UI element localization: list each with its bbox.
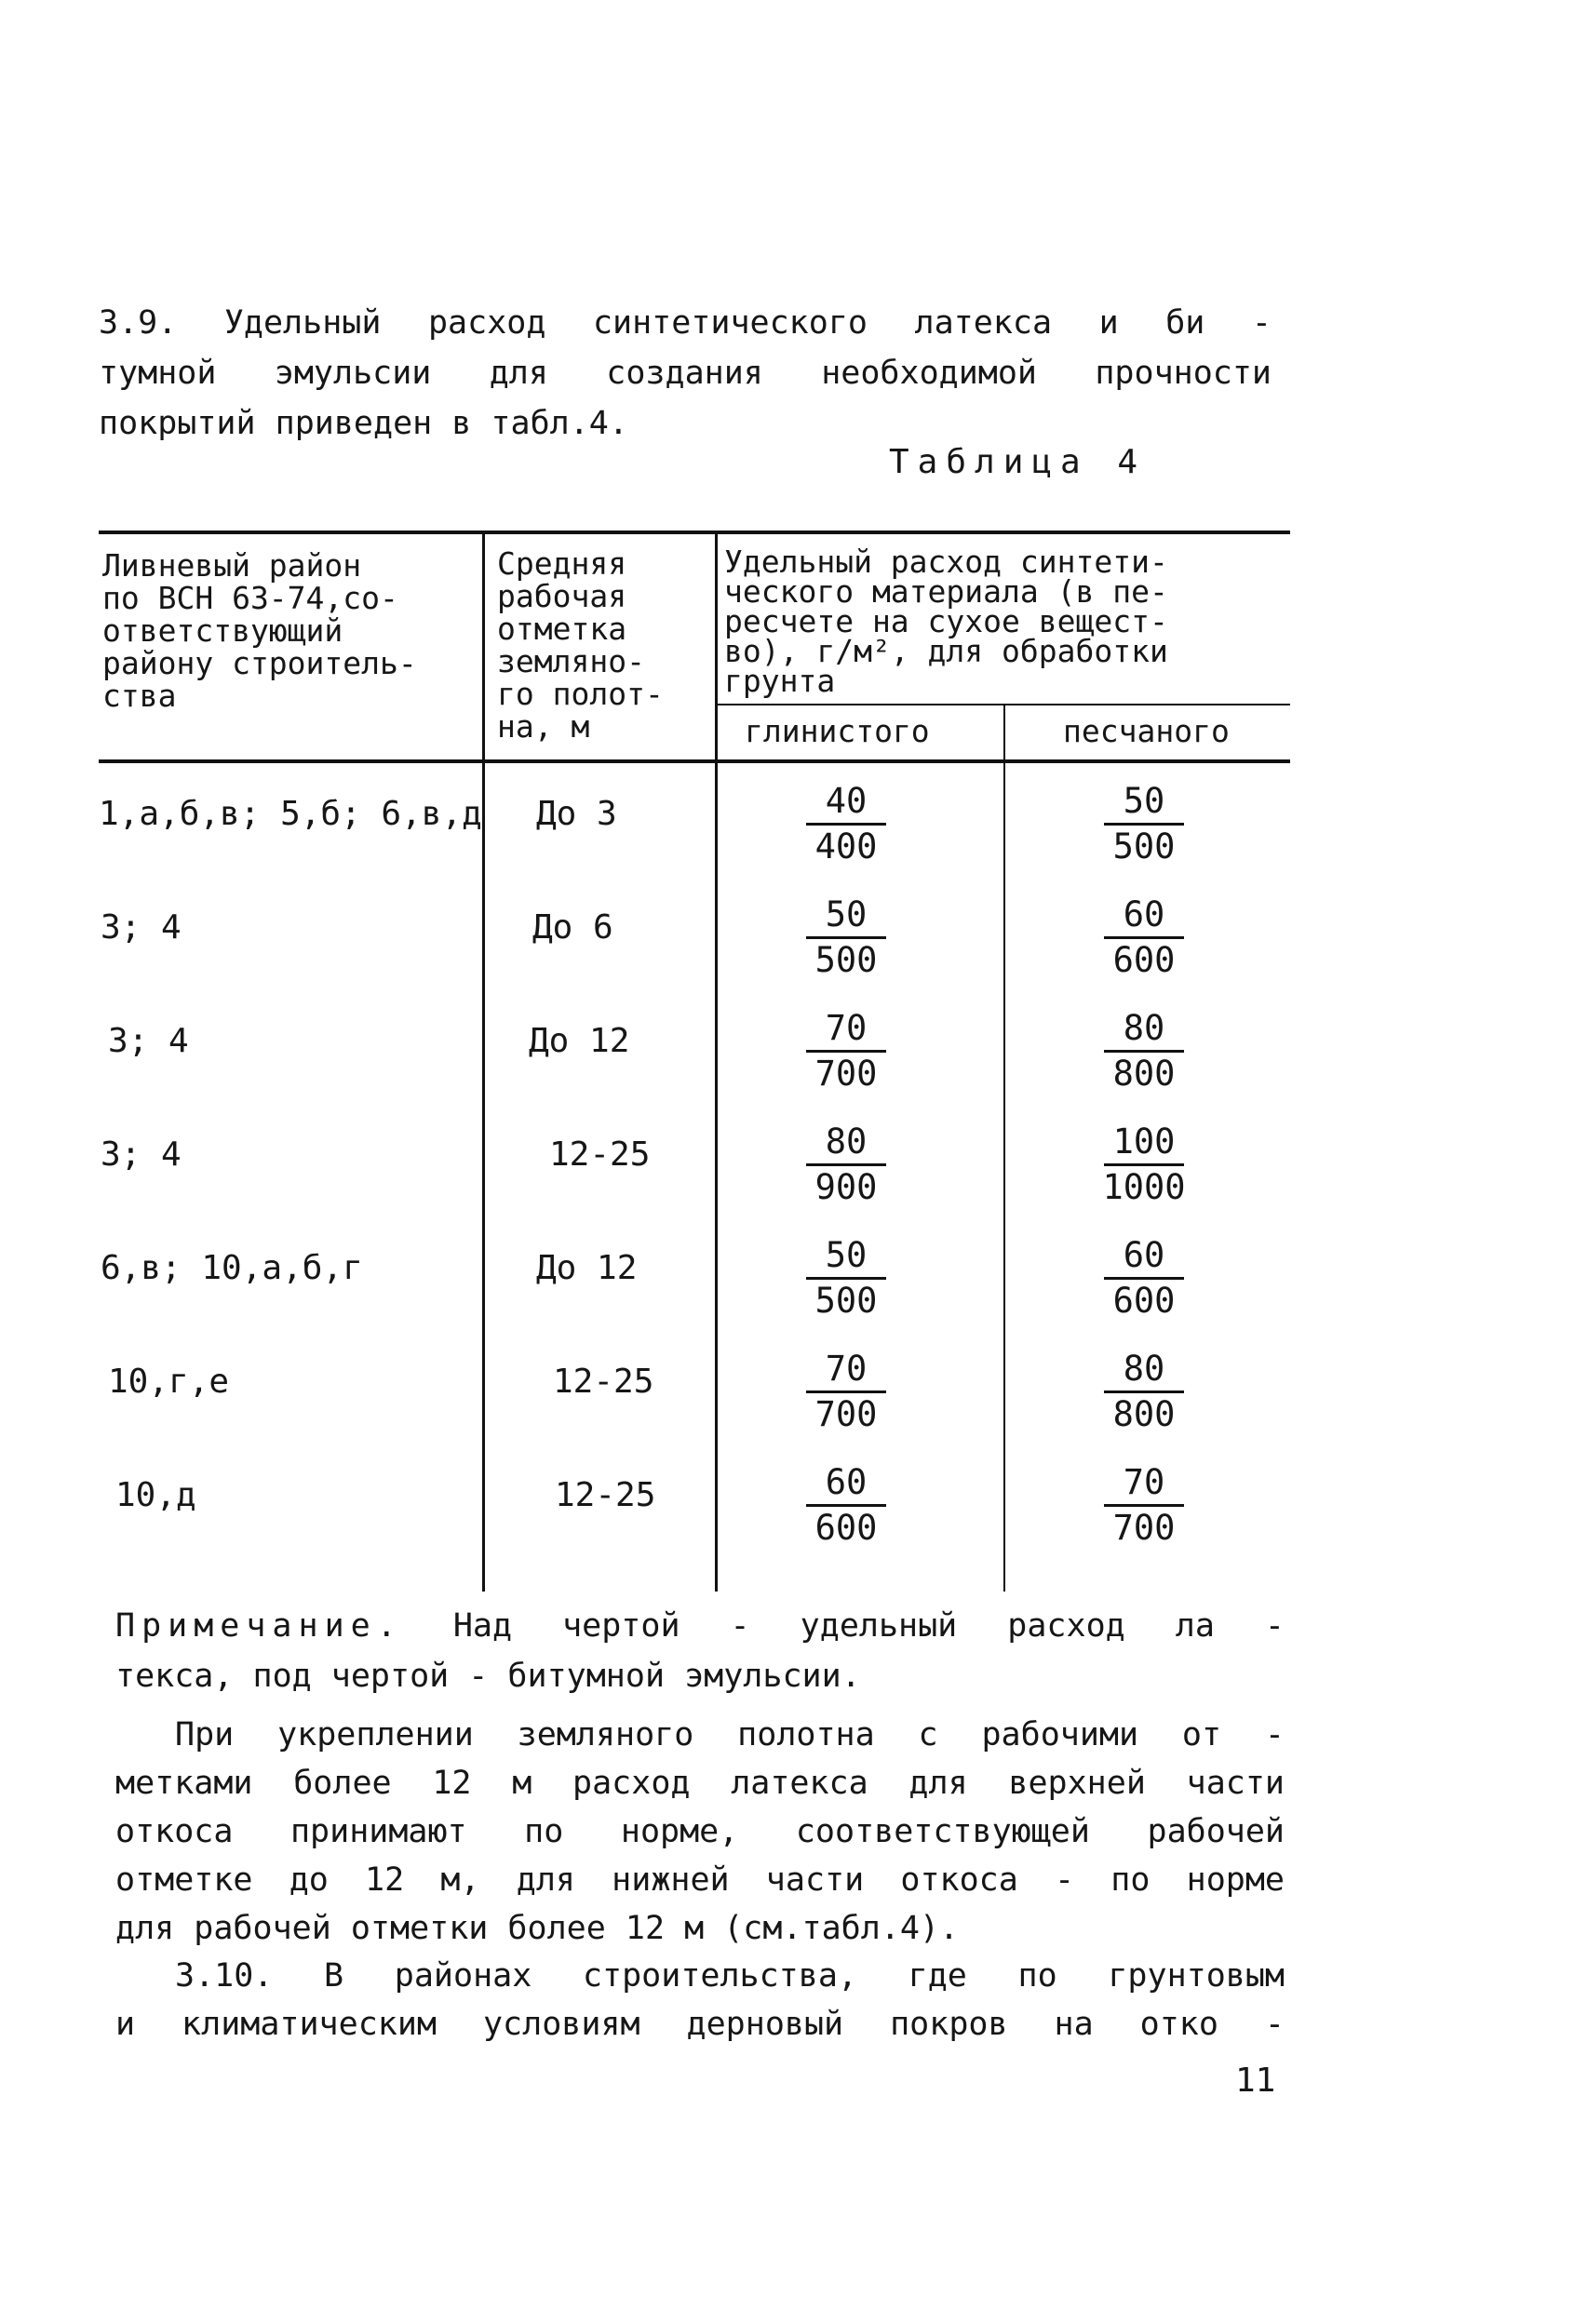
column-divider	[482, 531, 485, 1592]
header-specific-consumption: Удельный расход синтети- ческого материала (в пе- ресчете на сухое вещест- во), г/м², для обработки грунта	[724, 544, 1168, 699]
paragraph-line: 3.9. Удельный расход синтетического латекса и би -	[99, 304, 1272, 342]
cell-region: 6,в; 10,а,б,г	[101, 1249, 363, 1287]
cell-region: 1,а,б,в; 5,б; 6,в,д	[99, 795, 482, 833]
note-line	[115, 1601, 1285, 1651]
subheader-sand: песчаного	[1063, 713, 1230, 749]
table-note	[115, 1601, 1285, 1701]
paragraph-line: и климатическим условиям дерновый покров на отко -	[115, 2006, 1285, 2043]
cell-mark: До 6	[532, 908, 613, 947]
cell-mark: 12-25	[553, 1363, 654, 1401]
cell-clay-fraction: 50 500	[767, 1234, 925, 1323]
cell-mark: 12-25	[549, 1135, 651, 1174]
cell-sand-fraction: 100 1000	[1102, 1122, 1186, 1207]
column-divider	[715, 531, 718, 1592]
cell-mark: До 12	[536, 1249, 638, 1287]
header-region: Ливневый район по ВСН 63-74,со- ответствующий району строитель- ства	[102, 547, 417, 714]
cell-sand-fraction: 80 800	[1065, 1348, 1223, 1436]
note-text: Над чертой - удельный расход ла -	[452, 1607, 1285, 1645]
cell-mark: 12-25	[555, 1476, 656, 1514]
paragraph-reinforcement	[115, 1711, 1285, 1953]
cell-clay-fraction: 80 900	[767, 1121, 925, 1209]
header-bottom-rule	[99, 759, 1290, 763]
cell-sand-fraction: 50 500	[1065, 780, 1223, 868]
note-label: Примечание.	[115, 1607, 403, 1645]
cell-region: 3; 4	[108, 1022, 189, 1060]
cell-clay-fraction: 40 400	[767, 780, 925, 868]
paragraph-line: метками более 12 м расход латекса для верхней части	[115, 1765, 1285, 1802]
cell-clay-fraction: 50 500	[767, 893, 925, 982]
cell-region: 3; 4	[101, 908, 182, 947]
table-caption: Таблица 4	[889, 443, 1147, 481]
paragraph-line: отметке до 12 м, для нижней части откоса - по норме	[115, 1861, 1285, 1899]
cell-region: 10,д	[115, 1476, 196, 1514]
column-divider	[1003, 704, 1005, 1592]
cell-region: 10,г,е	[108, 1363, 230, 1401]
cell-sand-fraction: 60 600	[1065, 1234, 1223, 1323]
subheader-rule	[715, 704, 1290, 705]
cell-clay-fraction: 70 700	[767, 1348, 925, 1436]
cell-sand-fraction: 70 700	[1065, 1461, 1223, 1550]
cell-clay-fraction: 70 700	[767, 1007, 925, 1095]
header-working-mark: Средняя рабочая отметка земляно- го полот- на, м	[497, 545, 664, 745]
paragraph-line: 3.10. В районах строительства, где по грунтовым	[175, 1957, 1285, 1995]
paragraph-line: для рабочей отметки более 12 м (см.табл.4).	[115, 1910, 960, 1947]
page-number: 11	[1235, 2062, 1276, 2100]
table-top-rule	[99, 531, 1290, 534]
paragraph-3-10	[115, 1952, 1285, 2049]
cell-clay-fraction: 60 600	[767, 1461, 925, 1550]
paragraph-line: При укреплении земляного полотна с рабочими от -	[175, 1716, 1285, 1753]
cell-sand-fraction: 80 800	[1065, 1007, 1223, 1095]
paragraph-line: тумной эмульсии для создания необходимой прочности	[99, 355, 1272, 392]
paragraph-line: откоса принимают по норме, соответствующей рабочей	[115, 1813, 1285, 1850]
subheader-clay: глинистого	[745, 713, 930, 749]
cell-mark: До 12	[529, 1022, 630, 1060]
paragraph-line: покрытий приведен в табл.4.	[99, 405, 628, 442]
cell-mark: До 3	[536, 795, 617, 833]
paragraph-3-9	[99, 298, 1272, 449]
cell-region: 3; 4	[101, 1135, 182, 1174]
note-line: текса, под чертой - битумной эмульсии.	[115, 1658, 861, 1695]
cell-sand-fraction: 60 600	[1065, 893, 1223, 982]
data-table	[99, 531, 1290, 1592]
